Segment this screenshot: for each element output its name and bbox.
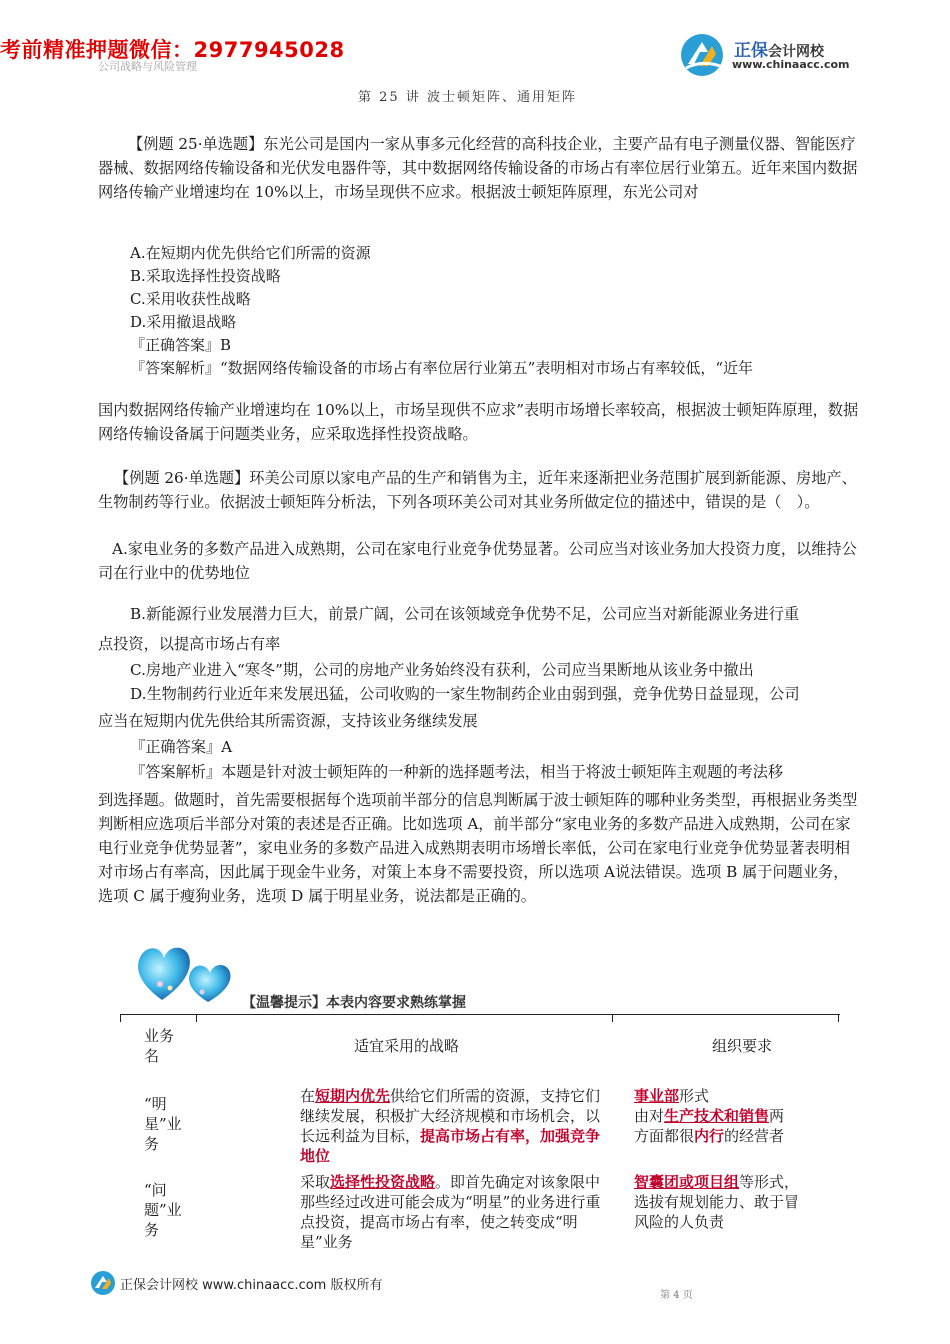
- org-segment: 选拔有规划能力、敢于冒: [634, 1193, 800, 1211]
- row-org-question: [634, 1172, 840, 1232]
- row-name-star: “明星”业务: [144, 1095, 182, 1153]
- lecture-title: 第 25 讲 波士顿矩阵、通用矩阵: [358, 90, 577, 105]
- tip-title-cut: 【温馨提示】本表内容要求熟练掌握: [242, 995, 466, 1011]
- row-org-star: [634, 1086, 840, 1146]
- q25-option-b: B.采取选择性投资战略: [130, 267, 281, 285]
- org-segment: 等形式，: [739, 1173, 800, 1191]
- org-segment: 方面都很: [634, 1127, 695, 1145]
- org-segment: 风险的人负责: [634, 1213, 725, 1231]
- org-segment: 由对: [634, 1107, 665, 1125]
- exam-ad-banner: 考前精准押题微信：2977945028: [0, 38, 345, 62]
- hearts-decoration-icon: [132, 940, 236, 1006]
- org-segment: 生产技术和销售: [664, 1107, 770, 1125]
- q26-option-d-rest: 应当在短期内优先供给其所需资源，支持该业务继续发展: [98, 712, 478, 730]
- strategy-segment: 提高市场占有率，加强竞争地位: [300, 1127, 601, 1165]
- th-org: 组织要求: [712, 1037, 773, 1055]
- row-strategy-star: [300, 1086, 610, 1166]
- q26-option-c-cut: C.房地产业进入“寒冬”期，公司的房地产业务始终没有获利，公司应当果断地从该业务中撤出: [130, 661, 754, 679]
- table-row: [120, 1170, 840, 1252]
- logo-brand: 正保会计网校: [734, 41, 824, 61]
- q26-option-d-cut: D.生物制药行业近年来发展迅猛，公司收购的一家生物制药企业由弱到强，竞争优势日益显现，公司: [130, 685, 800, 703]
- strategy-segment: 。即首先确定对该象限中那些经过改进可能会成为“明星”的业务进行重点投资，提高市场占有率，使之转变成“明星”业务: [300, 1173, 601, 1251]
- page-number-cut: 第 4 页: [660, 1290, 693, 1301]
- row-name-question: “问题”业务: [144, 1181, 182, 1239]
- th-business: 业务名: [144, 1027, 175, 1065]
- q25-answer: 『正确答案』B: [130, 336, 232, 354]
- strategy-segment: 选择性投资战略: [330, 1173, 436, 1191]
- course-name-faint: 公司战略与风险管理: [98, 60, 197, 73]
- footer-logo-icon: [90, 1270, 116, 1296]
- q26-answer-cut: 『正确答案』A: [130, 738, 233, 756]
- q26-option-a: A.家电业务的多数产品进入成熟期，公司在家电行业竞争优势显著。公司应当对该业务加大投资力度，以维持公司在行业中的优势地位: [98, 540, 857, 582]
- th-strategy: 适宜采用的战略: [354, 1037, 460, 1055]
- org-segment: 形式: [679, 1087, 710, 1105]
- footer-copyright: 正保会计网校 www.chinaacc.com 版权所有: [120, 1278, 383, 1293]
- logo-emblem-icon: [678, 32, 726, 78]
- q26-option-b-rest: 点投资，以提高市场占有率: [98, 635, 281, 653]
- q25-analysis-rest: 国内数据网络传输产业增速均在 10%以上，市场呈现供不应求”表明市场增长率较高，根据波士顿矩阵原理，数据网络传输设备属于问题类业务，应采取选择性投资战略。: [98, 401, 859, 443]
- strategy-segment: 供给它们所需的资源，支持它们继续发展，积极扩大经济规模和市场机会，以长远利益为目标，: [300, 1087, 601, 1145]
- strategy-segment: 在: [300, 1087, 316, 1105]
- strategy-segment: 短期内优先: [315, 1087, 391, 1105]
- q26-analysis-rest: 到选择题。做题时，首先需要根据每个选项前半部分的信息判断属于波士顿矩阵的哪种业务类型，再根据业务类型判断相应选项后半部分对策的表述是否正确。比如选项 A，前半部分“家电业务的多数产品进入成熟期，公司在家电行业竞争优势显著”，家电业务的多数产品进入成熟期表明市场增长率低，公司在家电行业竞争优势显著表明相对市场占有率高，因此属于现金牛业务，对策上本身不需要投资，所以选项 A说法错误。选项 B 属于问题业务，选项 C 属于瘦狗业务，选项 D 属于明星业务，说法都是正确的。: [98, 791, 858, 905]
- q25-option-d: D.采用撤退战略: [130, 313, 237, 331]
- table-row: [120, 1084, 840, 1170]
- q25-option-a: A.在短期内优先供给它们所需的资源: [130, 244, 371, 262]
- org-segment: 智囊团或项目组: [634, 1173, 740, 1191]
- q25-stem: 【例题 25·单选题】东光公司是国内一家从事多元化经营的高科技企业，主要产品有电子测量仪器、智能医疗器械、数据网络传输设备和光伏发电器件等，其中数据网络传输设备的市场占有率位居行业第五。近年来国内数据网络传输产业增速均在 10%以上，市场呈现供不应求。根据波士顿矩阵原理，东光公司对: [98, 135, 858, 201]
- bcg-strategy-table: [120, 1014, 840, 1252]
- strategy-segment: 采取: [300, 1173, 331, 1191]
- org-segment: 内行: [694, 1127, 725, 1145]
- org-segment: 事业部: [634, 1087, 680, 1105]
- row-strategy-question: [300, 1172, 610, 1252]
- q25-analysis-line1: 『答案解析』“数据网络传输设备的市场占有率位居行业第五”表明相对市场占有率较低，“近年: [130, 359, 754, 377]
- logo-url: www.chinaacc.com: [732, 58, 850, 71]
- q26-stem: 【例题 26·单选题】环美公司原以家电产品的生产和销售为主，近年来逐渐把业务范围扩展到新能源、房地产、生物制药等行业。依据波士顿矩阵分析法，下列各项环美公司对其业务所做定位的描述中，错误的是（ ）。: [98, 469, 857, 511]
- q26-analysis-cut: 『答案解析』本题是针对波士顿矩阵的一种新的选择题考法，相当于将波士顿矩阵主观题的考法移: [130, 763, 784, 781]
- org-segment: 两: [769, 1107, 785, 1125]
- chinaacc-logo: [678, 32, 868, 78]
- page-footer: [90, 1268, 430, 1298]
- org-segment: 的经营者: [724, 1127, 785, 1145]
- q25-option-c: C.采用收获性战略: [130, 290, 251, 308]
- table-header-row: [120, 1014, 840, 1084]
- q26-option-b-cut: B.新能源行业发展潜力巨大，前景广阔，公司在该领域竞争优势不足，公司应当对新能源业务进行重: [130, 605, 800, 623]
